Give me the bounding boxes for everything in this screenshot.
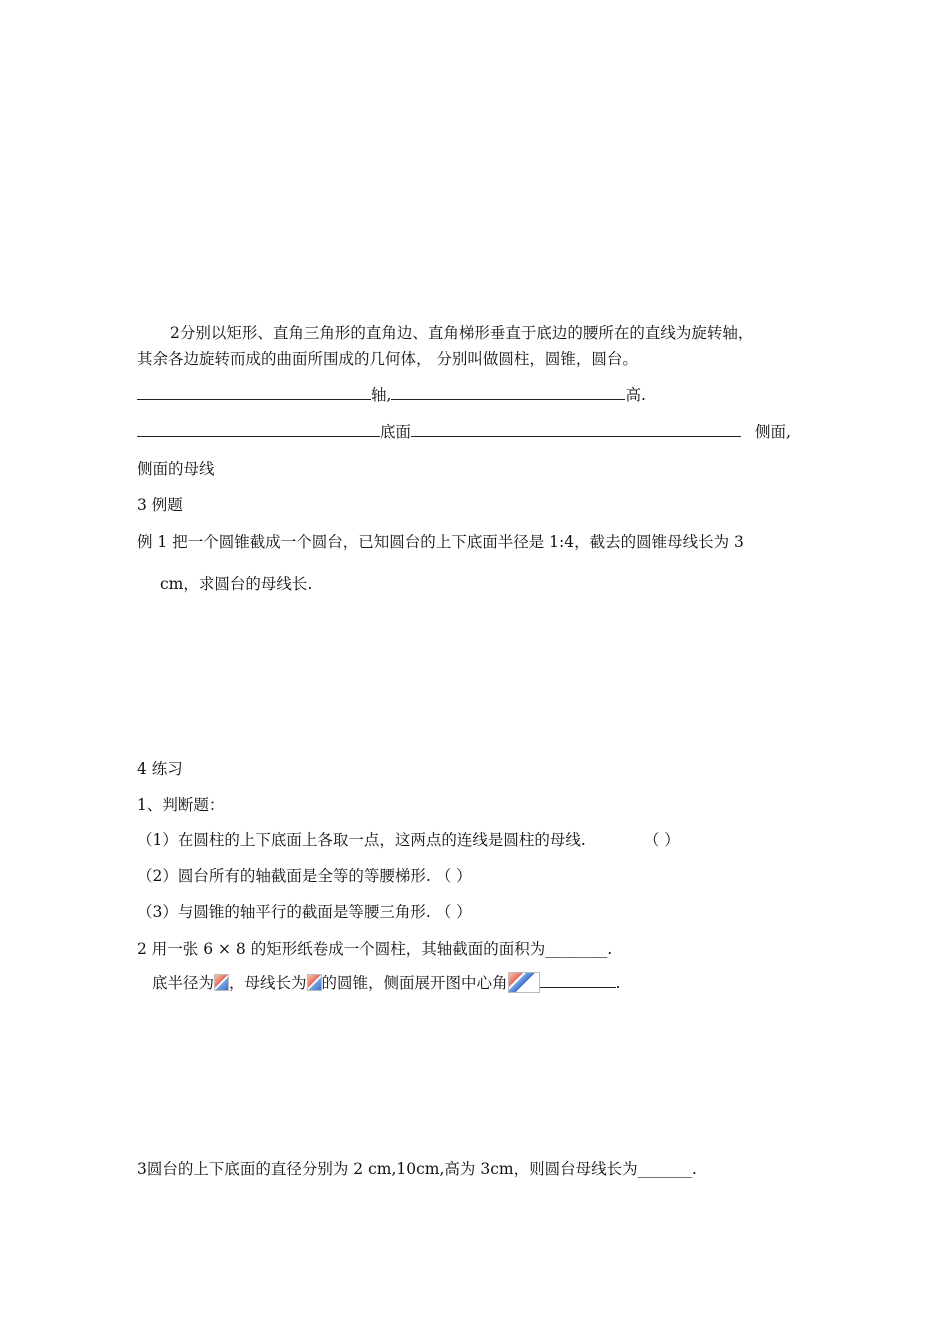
section-3-title: 3 例题: [137, 496, 183, 514]
definition-line-2: 其余各边旋转而成的曲面所围成的几何体， 分别叫做圆柱，圆锥，圆台。: [137, 350, 638, 368]
generatrix-label: 侧面的母线: [137, 460, 215, 478]
example-1-line-2: cm，求圆台的母线长.: [160, 575, 313, 593]
blank-height[interactable]: [391, 383, 625, 400]
question-1-title: 1、判断题：: [137, 796, 225, 814]
question-1-item-1: [137, 829, 680, 851]
question-3-line: 3圆台的上下底面的直径分别为 2 cm,10cm,高为 3cm，则圆台母线长为_______.: [137, 1160, 697, 1178]
formula-image-icon: [307, 974, 322, 991]
base-label: 底面: [380, 423, 412, 441]
blank-axis[interactable]: [137, 383, 371, 400]
radius-text: 底半径为: [152, 974, 215, 992]
fill-line-axis-height: [137, 383, 646, 406]
angle-text: 的圆锥，侧面展开图中心角: [321, 974, 508, 992]
blank-angle[interactable]: [540, 971, 616, 988]
question-2-line-1: 2 用一张 6 × 8 的矩形纸卷成一个圆柱，其轴截面的面积为________.: [137, 940, 613, 958]
blank-side[interactable]: [411, 420, 741, 437]
formula-image-icon: [214, 974, 229, 991]
definition-line-1: 2分别以矩形、直角三角形的直角边、直角梯形垂直于底边的腰所在的直线为旋转轴，: [170, 324, 754, 342]
period: .: [615, 974, 621, 992]
height-label: 高.: [625, 386, 646, 404]
question-1-item-2: （2）圆台所有的轴截面是全等的等腰梯形. （ ）: [137, 867, 472, 885]
axis-label: 轴,: [371, 386, 392, 404]
blank-base[interactable]: [137, 420, 380, 437]
section-4-title: 4 练习: [137, 760, 183, 778]
question-1-item-1-text: （1）在圆柱的上下底面上各取一点，这两点的连线是圆柱的母线.: [137, 831, 586, 849]
question-1-item-3: （3）与圆锥的轴平行的截面是等腰三角形. （ ）: [137, 903, 472, 921]
question-2-line-2: [152, 971, 620, 994]
fill-line-base-side: [137, 420, 791, 443]
formula-image-icon: [508, 972, 540, 993]
generatrix-text: ，母线长为: [229, 974, 307, 992]
side-label: 侧面,: [755, 423, 791, 441]
answer-paren[interactable]: （ ）: [643, 831, 680, 849]
example-1-line-1: 例 1 把一个圆锥截成一个圆台，已知圆台的上下底面半径是 1:4，截去的圆锥母线长为 3: [137, 533, 744, 551]
